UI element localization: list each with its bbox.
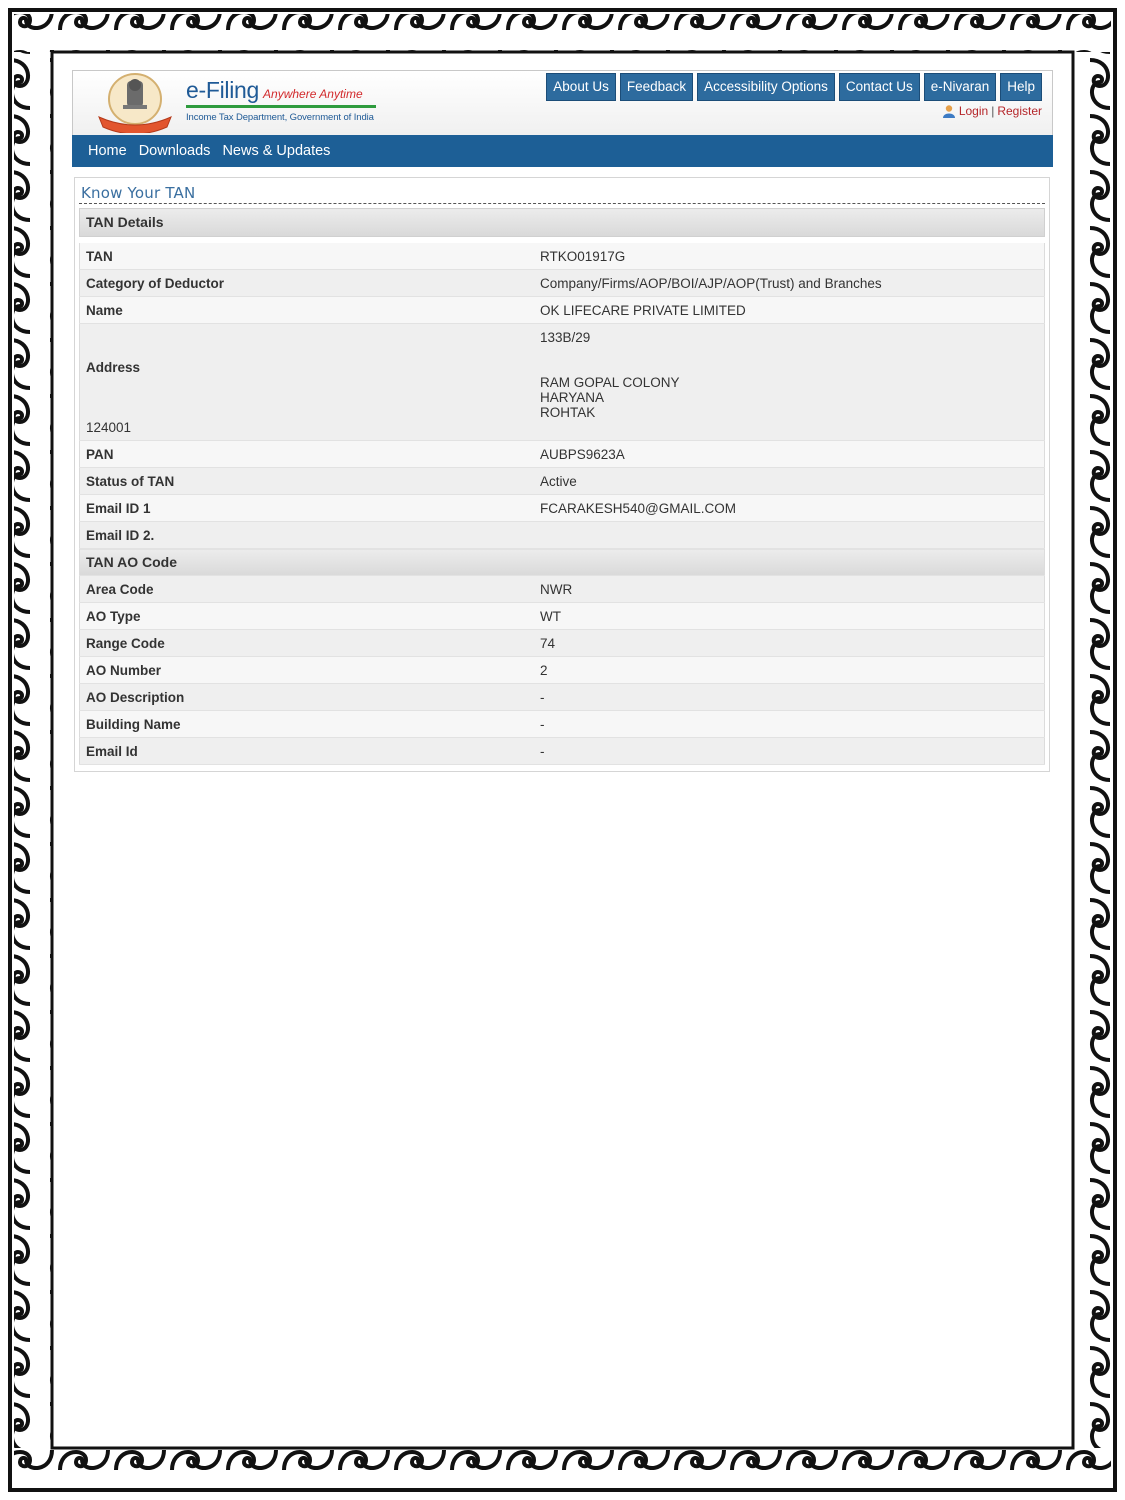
table-row — [80, 468, 1045, 495]
section-header-tan-details: TAN Details — [79, 208, 1045, 237]
area-code-value: NWR — [534, 576, 1045, 603]
field-label: Status of TAN — [80, 468, 535, 495]
user-icon — [942, 104, 956, 118]
section-header-ao-code-row — [80, 549, 1045, 576]
table-row — [80, 522, 1045, 549]
know-your-tan-panel — [74, 177, 1050, 772]
help-button[interactable]: Help — [1000, 73, 1042, 101]
address-value-cell — [534, 324, 1045, 441]
field-label: Range Code — [80, 630, 535, 657]
nav-home[interactable]: Home — [88, 143, 127, 159]
field-label: Email ID 1 — [80, 495, 535, 522]
email2-value — [534, 522, 1045, 549]
address-line-1: 133B/29 — [540, 330, 591, 345]
field-label: Email Id — [80, 738, 535, 765]
accessibility-options-button[interactable]: Accessibility Options — [697, 73, 835, 101]
tan-value: RTKO01917G — [534, 243, 1045, 270]
status-value: Active — [534, 468, 1045, 495]
field-label: Name — [80, 297, 535, 324]
field-label: Category of Deductor — [80, 270, 535, 297]
field-label: Address — [86, 360, 141, 375]
brand-tagline: Anywhere Anytime — [263, 87, 363, 101]
field-label: Building Name — [80, 711, 535, 738]
feedback-button[interactable]: Feedback — [620, 73, 693, 101]
title-divider — [79, 203, 1045, 204]
brand-subtitle: Income Tax Department, Government of India — [186, 112, 374, 123]
about-us-button[interactable]: About Us — [546, 73, 616, 101]
address-label-cell — [80, 324, 535, 441]
table-row — [80, 630, 1045, 657]
site-header — [72, 70, 1053, 135]
address-line-2: RAM GOPAL COLONY — [540, 375, 680, 390]
table-row — [80, 576, 1045, 603]
brand-title: e-Filing — [186, 77, 260, 103]
table-row — [80, 297, 1045, 324]
efiling-page — [72, 70, 1053, 772]
e-nivaran-button[interactable]: e-Nivaran — [924, 73, 997, 101]
email1-value: FCARAKESH540@GMAIL.COM — [534, 495, 1045, 522]
category-value: Company/Firms/AOP/BOI/AJP/AOP(Trust) and Branches — [534, 270, 1045, 297]
main-navigation — [72, 135, 1053, 167]
nav-downloads[interactable]: Downloads — [138, 143, 211, 159]
table-row — [80, 684, 1045, 711]
field-label: AO Description — [80, 684, 535, 711]
address-line-4: ROHTAK — [540, 405, 596, 420]
tan-details-table — [79, 243, 1045, 765]
field-label: Area Code — [80, 576, 535, 603]
login-link[interactable]: Login — [958, 104, 989, 118]
building-name-value: - — [534, 711, 1045, 738]
ao-number-value: 2 — [534, 657, 1045, 684]
address-pincode: 124001 — [86, 420, 132, 435]
table-row — [80, 441, 1045, 468]
table-row — [80, 495, 1045, 522]
ao-email-value: - — [534, 738, 1045, 765]
address-line-3: HARYANA — [540, 390, 605, 405]
table-row — [80, 738, 1045, 765]
brand-divider — [186, 105, 376, 108]
contact-us-button[interactable]: Contact Us — [839, 73, 920, 101]
register-link[interactable]: Register — [997, 104, 1042, 118]
table-row — [80, 711, 1045, 738]
field-label: Email ID 2. — [80, 522, 535, 549]
field-label: PAN — [80, 441, 535, 468]
table-row — [80, 324, 1045, 441]
table-row — [80, 657, 1045, 684]
pan-value: AUBPS9623A — [534, 441, 1045, 468]
login-register-links — [942, 104, 1042, 118]
national-emblem-logo — [93, 71, 177, 133]
login-separator: | — [991, 104, 995, 118]
field-label: AO Type — [80, 603, 535, 630]
nav-news-updates[interactable]: News & Updates — [222, 143, 331, 159]
range-code-value: 74 — [534, 630, 1045, 657]
name-value: OK LIFECARE PRIVATE LIMITED — [534, 297, 1045, 324]
ao-type-value: WT — [534, 603, 1045, 630]
page-title: Know Your TAN — [81, 184, 196, 202]
ao-description-value: - — [534, 684, 1045, 711]
brand-block — [186, 77, 376, 123]
field-label: TAN — [80, 243, 535, 270]
table-row — [80, 270, 1045, 297]
field-label: AO Number — [80, 657, 535, 684]
section-header-ao-code: TAN AO Code — [80, 549, 1045, 576]
top-navigation — [546, 73, 1042, 101]
table-row — [80, 603, 1045, 630]
table-row — [80, 243, 1045, 270]
